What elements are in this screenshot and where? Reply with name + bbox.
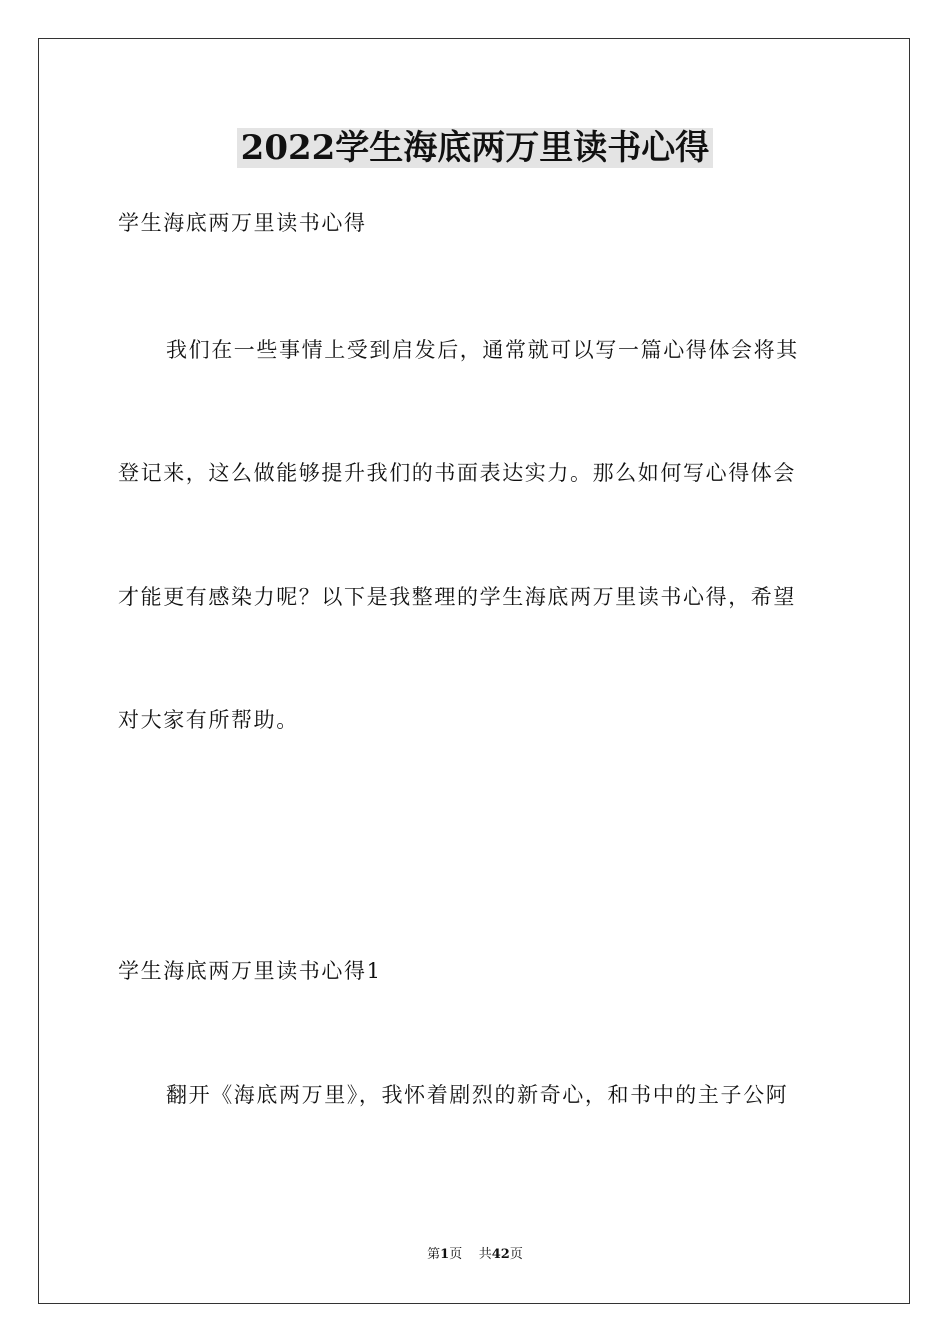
document-subtitle: 学生海底两万里读书心得 [118,211,367,235]
footer-page-suffix: 页 [449,1247,463,1262]
current-page-number: 1 [440,1247,450,1262]
document-title [0,126,950,170]
paragraph-line: 对大家有所帮助。 [118,708,299,732]
footer-prefix: 第 [427,1247,441,1262]
paragraph-line: 登记来，这么做能够提升我们的书面表达实力。那么如何写心得体会 [118,461,796,485]
paragraph-line: 才能更有感染力呢？以下是我整理的学生海底两万里读书心得，希望 [118,585,796,609]
total-pages-number: 42 [491,1247,510,1262]
footer-total-prefix: 共 [478,1247,492,1262]
page-footer [0,1245,950,1265]
paragraph-line: 翻开《海底两万里》，我怀着剧烈的新奇心，和书中的主子公阿 [166,1083,789,1107]
document-title-text: 2022学生海底两万里读书心得 [237,128,714,168]
footer-total-suffix: 页 [509,1247,523,1262]
section-heading: 学生海底两万里读书心得1 [118,959,382,983]
paragraph-line: 我们在一些事情上受到启发后，通常就可以写一篇心得体会将其 [166,338,799,362]
